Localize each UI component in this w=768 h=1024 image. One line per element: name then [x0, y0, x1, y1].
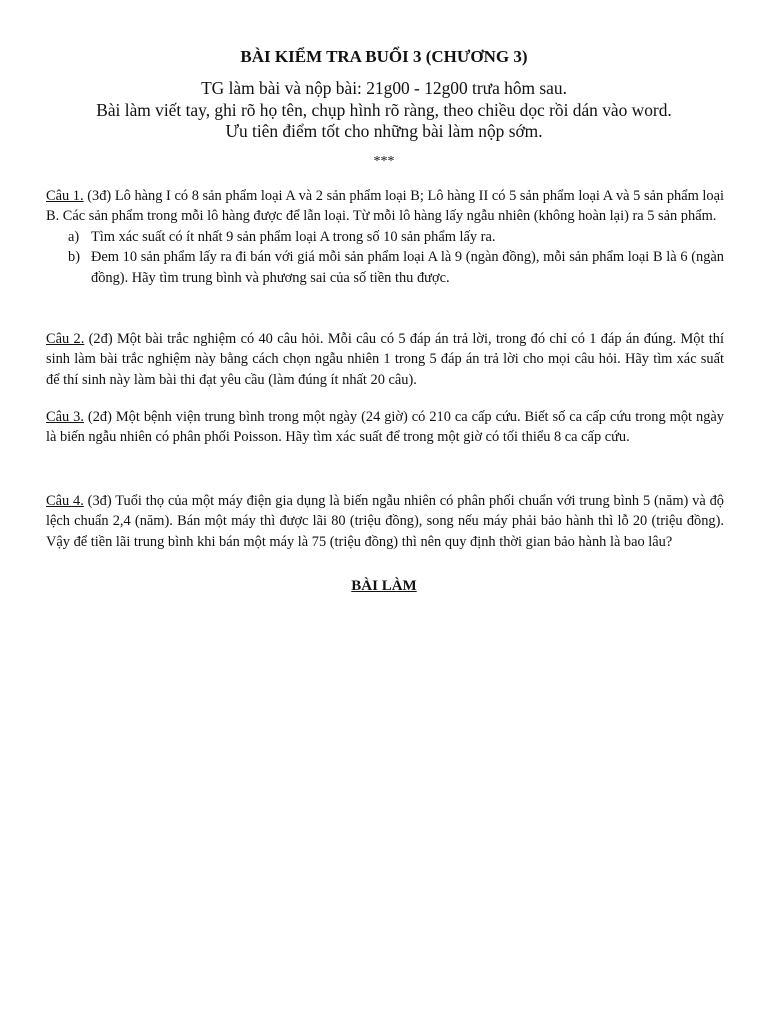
- subitem-a-marker: a): [68, 228, 80, 245]
- answer-heading-text: BÀI LÀM: [351, 578, 417, 594]
- instruction-priority: Ưu tiên điểm tốt cho những bài làm nộp sớm.: [225, 121, 543, 141]
- subitem-b-text: Đem 10 sản phẩm lấy ra đi bán với giá mỗi sản phẩm loại A là 9 (ngàn đồng), mỗi sản phẩm loại B là 6 (ngàn đồng). Hãy tìm trung bình và phương sai của số tiền thu được.: [91, 249, 724, 286]
- instruction-deadline: TG làm bài và nộp bài: 21g00 - 12g00 trưa hôm sau.: [201, 78, 567, 98]
- instructions: [0, 78, 768, 143]
- question-1-subitem-a: [46, 227, 724, 247]
- question-3-body: (2đ) Một bệnh viện trung bình trong một ngày (24 giờ) có 210 ca cấp cứu. Biết số ca cấp cứu trong một ngày là biến ngẫu nhiên có phân phối Poisson. Hãy tìm xác suất để trong một giờ có tối thiểu 8 ca cấp cứu.: [46, 409, 724, 446]
- question-4-body: (3đ) Tuổi thọ của một máy điện gia dụng là biến ngẫu nhiên có phân phối chuẩn với trung bình 5 (năm) và độ lệch chuẩn 2,4 (năm). Bán một máy thì được lãi 80 (triệu đồng), song nếu máy phải bảo hành thì lỗ 20 (triệu đồng). Vậy để tiền lãi trung bình khi bán một máy là 75 (triệu đồng) thì nên quy định thời gian bảo hành là bao lâu?: [46, 493, 724, 550]
- question-3: [46, 407, 724, 448]
- question-1: [46, 186, 724, 288]
- question-4: [46, 491, 724, 552]
- question-2: [46, 329, 724, 390]
- answer-section-heading: [0, 576, 768, 596]
- question-3-label: Câu 3.: [46, 409, 84, 425]
- question-4-label: Câu 4.: [46, 493, 84, 509]
- question-1-label: Câu 1.: [46, 188, 84, 204]
- separator: ***: [373, 154, 395, 169]
- instruction-format: Bài làm viết tay, ghi rõ họ tên, chụp hình rõ ràng, theo chiều dọc rồi dán vào word.: [96, 99, 672, 120]
- question-1-body: (3đ) Lô hàng I có 8 sản phẩm loại A và 2 sản phẩm loại B; Lô hàng II có 5 sản phẩm loại A và 5 sản phẩm loại B. Các sản phẩm trong mỗi lô hàng được để lẫn loại. Từ mỗi lô hàng lấy ngẫu nhiên (không hoàn lại) ra 5 sản phẩm.: [46, 188, 724, 225]
- question-2-body: (2đ) Một bài trắc nghiệm có 40 câu hỏi. Mỗi câu có 5 đáp án trả lời, trong đó chỉ có 1 đáp án đúng. Một thí sinh làm bài trắc nghiệm này bằng cách chọn ngẫu nhiên 1 trong 5 đáp án trả lời cho mọi câu hỏi. Hãy tìm xác suất để thí sinh này làm bài thi đạt yêu cầu (làm đúng ít nhất 20 câu).: [46, 331, 724, 388]
- question-2-label: Câu 2.: [46, 331, 85, 347]
- question-1-subitems: [46, 227, 724, 288]
- question-1-text: [46, 186, 724, 227]
- question-1-subitem-b: [46, 247, 724, 288]
- exam-title: BÀI KIỂM TRA BUỔI 3 (CHƯƠNG 3): [240, 47, 528, 66]
- subitem-a-text: Tìm xác suất có ít nhất 9 sản phẩm loại A trong số 10 sản phẩm lấy ra.: [91, 228, 496, 245]
- subitem-b-marker: b): [68, 249, 80, 266]
